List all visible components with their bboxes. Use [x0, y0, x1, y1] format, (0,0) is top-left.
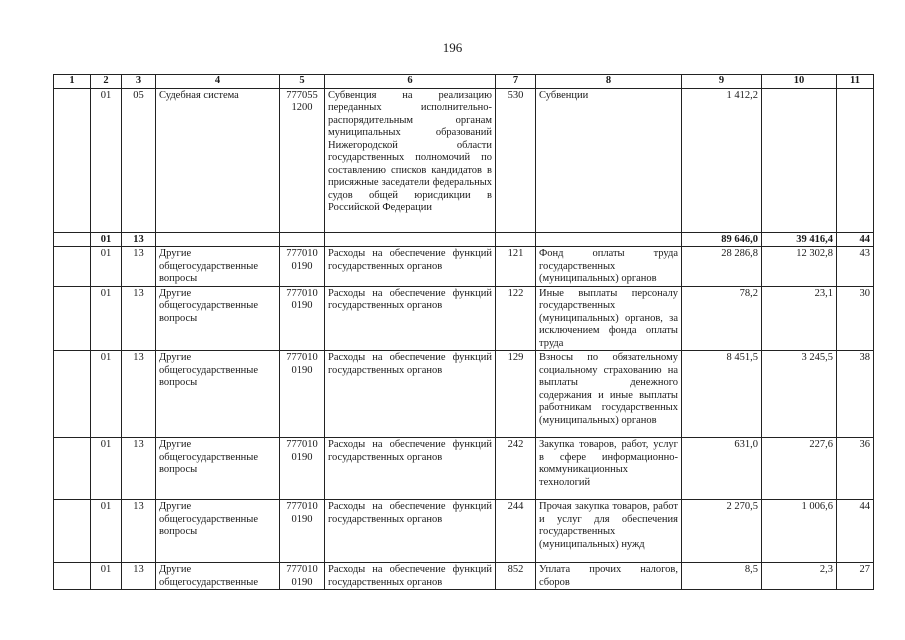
cell-percent: 36: [837, 438, 874, 500]
cell-subsection-name: Другие общегосударственные вопросы: [156, 351, 280, 438]
cell-subsection: 13: [122, 500, 156, 563]
cell-col1: [54, 88, 91, 232]
cell-actual-value: 12 302,8: [762, 247, 837, 287]
cell-expense-type: 122: [496, 286, 536, 351]
cell-plan-value: 28 286,8: [682, 247, 762, 287]
cell-col1: [54, 351, 91, 438]
table-row: [54, 563, 874, 590]
cell-subsection: 13: [122, 438, 156, 500]
cell-section: 01: [91, 438, 122, 500]
cell-section: 01: [91, 563, 122, 590]
cell-actual-value: 227,6: [762, 438, 837, 500]
cell-expense-type: [496, 232, 536, 247]
page-number: 196: [442, 40, 463, 55]
cell-actual-value: 1 006,6: [762, 500, 837, 563]
cell-target-name: Расходы на обеспечение функций государственных органов: [325, 247, 496, 287]
cell-percent: [837, 88, 874, 232]
cell-col1: [54, 563, 91, 590]
cell-target-code: 777010 0190: [280, 286, 325, 351]
cell-actual-value: 3 245,5: [762, 351, 837, 438]
cell-target-name: Субвенция на реализацию переданных исполнительно-распорядительным органам муниципальных образований Нижегородской области государственных полномочий по составлению списков кандидатов в присяжные заседатели федеральных судов общей юрисдикции в Российской Федерации: [325, 88, 496, 232]
column-header: 3: [122, 75, 156, 89]
cell-section: 01: [91, 232, 122, 247]
column-header: 6: [325, 75, 496, 89]
cell-col1: [54, 500, 91, 563]
cell-subsection: 13: [122, 351, 156, 438]
cell-subsection: 13: [122, 247, 156, 287]
cell-target-name: [325, 232, 496, 247]
cell-plan-value: 631,0: [682, 438, 762, 500]
cell-expense-name: Фонд оплаты труда государственных (муниципальных) органов: [536, 247, 682, 287]
table-row: [54, 438, 874, 500]
cell-subsection: 13: [122, 286, 156, 351]
table-row: [54, 286, 874, 351]
cell-section: 01: [91, 247, 122, 287]
cell-expense-name: Субвенции: [536, 88, 682, 232]
cell-expense-name: Взносы по обязательному социальному страхованию на выплаты денежного содержания и иные выплаты работникам государственных (муниципальных) органов: [536, 351, 682, 438]
cell-target-name: Расходы на обеспечение функций государственных органов: [325, 286, 496, 351]
column-header: 11: [837, 75, 874, 89]
cell-col1: [54, 286, 91, 351]
cell-target-name: Расходы на обеспечение функций государственных органов: [325, 351, 496, 438]
cell-percent: 30: [837, 286, 874, 351]
cell-expense-type: 242: [496, 438, 536, 500]
cell-target-code: 777010 0190: [280, 500, 325, 563]
table-row: [54, 500, 874, 563]
cell-expense-name: Уплата прочих налогов, сборов: [536, 563, 682, 590]
cell-actual-value: 23,1: [762, 286, 837, 351]
cell-expense-name: Иные выплаты персоналу государственных (муниципальных) органов, за исключением фонда оплаты труда: [536, 286, 682, 351]
cell-subsection: 05: [122, 88, 156, 232]
cell-subsection-name: Другие общегосударственные вопросы: [156, 500, 280, 563]
cell-percent: 44: [837, 500, 874, 563]
cell-target-code: 777010 0190: [280, 563, 325, 590]
cell-expense-name: Закупка товаров, работ, услуг в сфере информационно-коммуникационных технологий: [536, 438, 682, 500]
cell-subsection: 13: [122, 232, 156, 247]
cell-section: 01: [91, 286, 122, 351]
cell-expense-type: 121: [496, 247, 536, 287]
column-header: 9: [682, 75, 762, 89]
cell-percent: 44: [837, 232, 874, 247]
cell-expense-name: Прочая закупка товаров, работ и услуг для обеспечения государственных (муниципальных) нужд: [536, 500, 682, 563]
cell-plan-value: 2 270,5: [682, 500, 762, 563]
subtotal-row: [54, 232, 874, 247]
cell-actual-value: 2,3: [762, 563, 837, 590]
cell-target-code: 777055 1200: [280, 88, 325, 232]
table-row: [54, 247, 874, 287]
cell-section: 01: [91, 88, 122, 232]
table-row: [54, 88, 874, 232]
cell-plan-value: 8 451,5: [682, 351, 762, 438]
cell-subsection-name: Судебная система: [156, 88, 280, 232]
cell-target-code: 777010 0190: [280, 351, 325, 438]
cell-expense-type: 852: [496, 563, 536, 590]
header-row: [54, 75, 874, 89]
table-row: [54, 351, 874, 438]
column-header: 2: [91, 75, 122, 89]
cell-section: 01: [91, 500, 122, 563]
cell-plan-value: 78,2: [682, 286, 762, 351]
cell-target-name: Расходы на обеспечение функций государственных органов: [325, 563, 496, 590]
cell-expense-type: 244: [496, 500, 536, 563]
cell-actual-value: [762, 88, 837, 232]
cell-subsection: 13: [122, 563, 156, 590]
cell-target-code: 777010 0190: [280, 438, 325, 500]
cell-subsection-name: Другие общегосударственные вопросы: [156, 286, 280, 351]
cell-target-name: Расходы на обеспечение функций государственных органов: [325, 438, 496, 500]
cell-expense-name: [536, 232, 682, 247]
column-header: 10: [762, 75, 837, 89]
cell-subsection-name: Другие общегосударственные: [156, 563, 280, 590]
cell-subsection-name: Другие общегосударственные вопросы: [156, 438, 280, 500]
cell-col1: [54, 438, 91, 500]
column-header: 1: [54, 75, 91, 89]
cell-percent: 27: [837, 563, 874, 590]
cell-percent: 38: [837, 351, 874, 438]
cell-subsection-name: Другие общегосударственные вопросы: [156, 247, 280, 287]
cell-percent: 43: [837, 247, 874, 287]
cell-col1: [54, 247, 91, 287]
column-header: 4: [156, 75, 280, 89]
column-header: 8: [536, 75, 682, 89]
cell-subsection-name: [156, 232, 280, 247]
cell-plan-value: 8,5: [682, 563, 762, 590]
cell-section: 01: [91, 351, 122, 438]
cell-target-name: Расходы на обеспечение функций государственных органов: [325, 500, 496, 563]
cell-actual-value: 39 416,4: [762, 232, 837, 247]
cell-target-code: [280, 232, 325, 247]
cell-plan-value: 89 646,0: [682, 232, 762, 247]
budget-table: [53, 74, 874, 590]
cell-target-code: 777010 0190: [280, 247, 325, 287]
column-header: 7: [496, 75, 536, 89]
column-header: 5: [280, 75, 325, 89]
cell-expense-type: 129: [496, 351, 536, 438]
cell-col1: [54, 232, 91, 247]
cell-expense-type: 530: [496, 88, 536, 232]
cell-plan-value: 1 412,2: [682, 88, 762, 232]
